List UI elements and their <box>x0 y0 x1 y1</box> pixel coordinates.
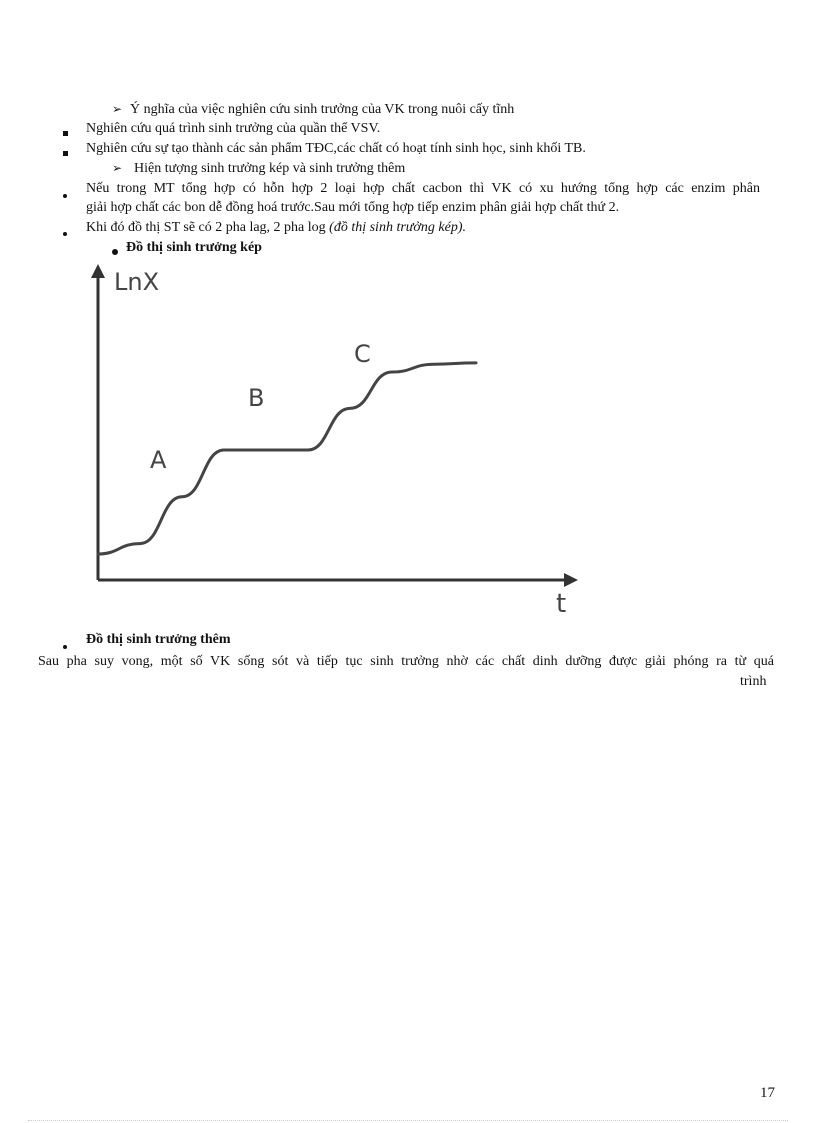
phase-label-b: B <box>248 384 265 412</box>
phase-label-a: A <box>150 446 167 474</box>
round-bullet-icon <box>63 186 67 203</box>
graph-note-italic: (đồ thị sinh trưởng kép). <box>329 220 466 235</box>
double-growth-paragraph-line-2: giải hợp chất các bon dễ đồng hoá trước.Sau mới tổng hợp tiếp enzim phân giải hợp chất thứ 2. <box>86 200 620 215</box>
y-axis-label: LnX <box>114 268 160 296</box>
arrow-bullet-icon: ➢ <box>112 102 123 116</box>
page-number: 17 <box>760 1085 775 1101</box>
extra-growth-title: Đồ thị sinh trưởng thêm <box>86 632 231 647</box>
phase-label-c: C <box>354 340 371 368</box>
square-bullet-icon <box>63 144 68 161</box>
x-axis-label: t <box>556 589 567 618</box>
arrow-bullet-icon: ➢ <box>112 161 123 175</box>
square-bullet-icon <box>63 124 68 141</box>
graph-title: Đồ thị sinh trưởng kép <box>126 240 262 255</box>
meaning-heading: Ý nghĩa của việc nghiên cứu sinh trưởng của VK trong nuôi cấy tĩnh <box>130 102 515 117</box>
round-bullet-icon <box>63 637 67 654</box>
double-growth-heading: Hiện tượng sinh trưởng kép và sinh trưởng thêm <box>134 161 406 176</box>
footer-divider <box>28 1120 788 1121</box>
double-growth-chart <box>88 258 588 618</box>
extra-growth-paragraph-line-1: Sau pha suy vong, một số VK sống sót và tiếp tục sinh trưởng nhờ các chất dinh dưỡng được giải phóng ra từ quá <box>38 654 774 669</box>
graph-note <box>86 219 466 236</box>
meaning-item-2: Nghiên cứu sự tạo thành các sản phẩm TĐC,các chất có hoạt tính sinh học, sinh khối TB. <box>86 141 586 156</box>
extra-growth-paragraph-line-2: trình <box>740 674 767 689</box>
x-axis-arrow-icon <box>564 573 578 587</box>
double-growth-paragraph-line-1: Nếu trong MT tổng hợp có hỗn hợp 2 loại hợp chất cacbon thì VK có xu hướng tổng hợp các enzim phân <box>86 181 760 196</box>
graph-note-text: Khi đó đồ thị ST sẽ có 2 pha lag, 2 pha log <box>86 220 330 235</box>
meaning-item-1: Nghiên cứu quá trình sinh trưởng của quần thể VSV. <box>86 121 381 136</box>
round-bullet-icon <box>63 224 67 241</box>
y-axis-arrow-icon <box>91 264 105 278</box>
